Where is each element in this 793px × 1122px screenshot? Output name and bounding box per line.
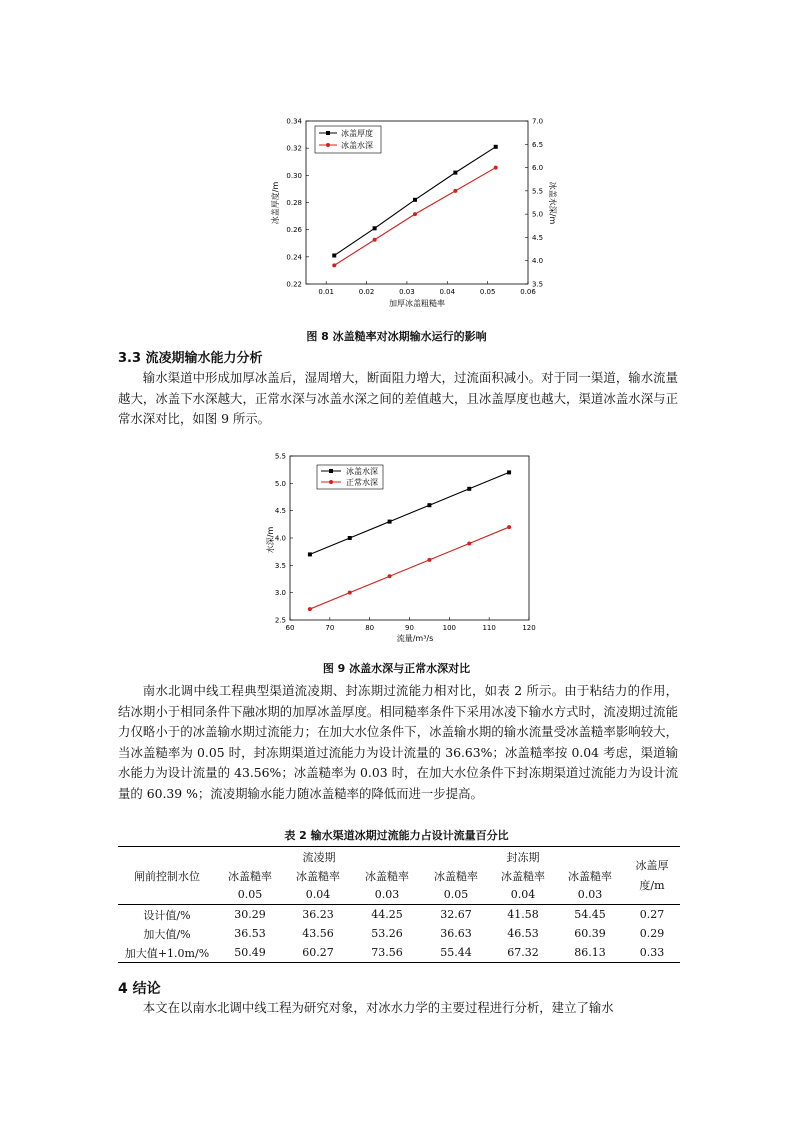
legend-label-2: 冰盖水深 [341,141,373,150]
x-tick-label: 0.02 [358,288,375,296]
data-point [427,503,431,507]
table-cell: 46.53 [507,927,539,940]
data-point [308,552,312,556]
header-ice-thickness-line-2: 度/m [639,878,665,892]
y2-tick-label: 3.5 [532,280,544,289]
y-tick-label: 0.28 [286,199,302,207]
data-point [507,525,511,529]
data-point [332,253,336,257]
table-cell: 32.67 [440,908,472,921]
header-group-frozen: 封冻期 [422,847,624,867]
table-cell: 43.56 [302,927,334,940]
data-point [388,520,392,524]
table-cell: 53.26 [371,927,403,940]
header-rough-label: 冰盖糙率 [228,869,272,883]
legend-marker-2 [329,480,333,484]
y-tick-label: 4.0 [274,534,286,543]
x-tick-label: 60 [285,624,295,632]
chart-series [308,470,511,611]
data-point [467,487,471,491]
x-tick-label: 80 [365,624,375,632]
series-line-2 [310,527,509,609]
header-rough-label: 冰盖糙率 [568,869,612,883]
y-tick-label: 3.5 [274,561,286,570]
x-axis-ticks [318,281,536,296]
figure-9-caption: 图 9 冰盖水深与正常水深对比 [322,662,471,675]
data-point [494,166,498,170]
table-cell: 0.27 [639,908,665,921]
header-rough-value: 0.04 [284,885,352,905]
table-cell: 60.27 [284,943,352,963]
header-rough-label: 冰盖糙率 [296,869,340,883]
x-tick-label: 70 [325,624,335,632]
legend-marker-2 [326,143,330,147]
data-point [332,263,336,267]
data-point [413,198,417,202]
y-axis-title: 水深/m [266,526,275,554]
figure-8-caption: 图 8 冰盖糙率对冰期输水运行的影响 [306,330,487,343]
y-axis-title: 冰盖厚度/m [271,181,280,225]
table-row [118,943,680,963]
data-point [373,238,377,242]
section-4-heading: 4 结论 [118,981,161,997]
header-rough-value: 0.03 [556,885,624,905]
section-3-3-heading: 3.3 流凌期输水能力分析 [118,351,263,366]
y2-tick-label: 5.5 [532,187,544,196]
table-header-row-1 [118,847,680,867]
y-tick-label: 0.22 [286,280,302,289]
data-point [348,591,352,595]
y2-tick-label: 6.5 [532,140,544,149]
table-cell: 54.45 [574,908,606,921]
section-3-3-paragraph: 输水渠道中形成加厚冰盖后，湿周增大，断面阻力增大，过流面积减小。对于同一渠道，输水流量越大，冰盖下水深越大，正常水深与冰盖水深之间的差值越大，且冰盖厚度也越大，渠道冰盖水深与正常水深对比，如图 9 所示。 [118,370,678,426]
data-point [373,226,377,230]
y-tick-label: 0.30 [286,171,302,180]
table-cell: 73.56 [352,943,422,963]
table-cell: 55.44 [422,943,490,963]
table-cell: 50.49 [216,943,284,963]
header-ice-thickness-line-1: 冰盖厚 [635,858,669,872]
data-point [453,171,457,175]
x-tick-label: 0.04 [439,288,456,296]
x-axis-title: 流量/m³/s [396,634,434,643]
table-cell: 60.39 [574,927,606,940]
y2-tick-label: 7.0 [532,117,544,126]
table-cell: 0.33 [624,943,680,963]
x-tick-label: 0.01 [318,288,334,296]
data-point [507,470,511,474]
legend-label-1: 冰盖厚度 [341,129,373,138]
header-rough-value: 0.05 [422,885,490,905]
table-cell: 30.29 [234,908,266,921]
x-axis-title: 加厚冰盖粗糙率 [389,299,445,308]
legend-marker-1 [326,131,330,135]
table-cell: 86.13 [556,943,624,963]
legend-label-1: 冰盖水深 [346,467,378,476]
x-tick-label: 90 [405,624,414,632]
table-2-caption: 表 2 输水渠道冰期过流能力占设计流量百分比 [284,829,509,842]
y2-tick-label: 4.5 [532,233,544,242]
y2-axis-title: 冰盖水深/m [548,181,557,225]
header-rough-label: 冰盖糙率 [365,869,409,883]
data-point [467,541,471,545]
y-tick-label: 4.5 [274,507,286,516]
y-tick-label: 0.24 [286,253,302,262]
data-point [348,536,352,540]
x-tick-label: 0.03 [399,288,415,296]
data-point [388,574,392,578]
table-2 [118,846,680,963]
legend-label-2: 正常水深 [346,478,378,487]
table-cell: 36.53 [234,927,266,940]
table-cell: 36.63 [440,927,472,940]
y2-tick-label: 4.0 [532,257,544,266]
figure-8-chart [258,108,558,318]
y-tick-label: 0.26 [286,226,302,235]
y2-tick-label: 6.0 [532,164,544,173]
table-cell: 41.58 [507,908,539,921]
table-cell: 36.23 [302,908,334,921]
row-label: 加大值/% [143,927,191,941]
header-group-flow-ice: 流凌期 [216,847,422,867]
series-line-2 [334,168,495,266]
header-rough-label: 冰盖糙率 [434,869,478,883]
header-ice-thickness [624,847,680,905]
chart-series [332,145,497,268]
y-tick-label: 3.0 [274,589,286,598]
data-point [453,189,457,193]
x-axis-ticks [286,617,536,632]
header-rough-value: 0.04 [490,885,556,905]
y2-tick-label: 5.0 [532,210,544,219]
x-tick-label: 120 [522,624,536,632]
x-tick-label: 100 [442,624,457,632]
legend-marker-1 [329,469,333,473]
y-tick-label: 5.0 [274,479,286,488]
data-point [308,607,312,611]
data-point [494,145,498,149]
x-tick-label: 110 [482,624,496,632]
data-point [427,558,431,562]
row-label: 加大值+1.0m/% [118,943,216,963]
x-tick-label: 0.05 [479,288,496,296]
y-tick-label: 0.34 [286,117,302,126]
y-tick-label: 2.5 [274,616,286,625]
y-tick-label: 5.5 [274,452,286,461]
table-row [118,924,680,943]
figure-9-chart [265,448,550,648]
table-cell: 0.29 [639,927,665,940]
x-tick-label: 0.06 [520,288,536,296]
header-rough-value: 0.03 [352,885,422,905]
header-rough-value: 0.05 [216,885,284,905]
table-cell: 67.32 [490,943,556,963]
header-control-level: 闸前控制水位 [118,847,216,905]
table-cell: 44.25 [371,908,403,921]
table-row [118,905,680,925]
data-point [413,212,417,216]
row-label: 设计值/% [143,908,191,922]
table-2-discussion-paragraph: 南水北调中线工程典型渠道流凌期、封冻期过流能力相对比，如表 2 所示。由于粘结力的作用，结冰期小于相同条件下融冰期的加厚冰盖厚度。相同糙率条件下采用冰凌下输水方式时，流凌期过流能力仅略小于的冰盖输水期过流能力；在加大水位条件下，冰盖输水期的输水流量受冰盖糙率影响较大，当冰盖糙率为 0.05 时，封冻期渠道过流能力为设计流量的 36.63%；冰盖糙率按 0.04 考虑，渠道输水能力为设计流量的 43.56%；冰盖糙率为 0.03 时，在加大水位条件下封冻期渠道过流能力为设计流量的 60.39 %；流凌期输水能力随冰盖糙率的降低而进一步提高。 [118,683,678,801]
y-tick-label: 0.32 [286,144,302,153]
section-4-paragraph: 本文在以南水北调中线工程为研究对象，对冰水力学的主要过程进行分析，建立了输水 [142,1000,614,1015]
header-rough-label: 冰盖糙率 [501,869,545,883]
